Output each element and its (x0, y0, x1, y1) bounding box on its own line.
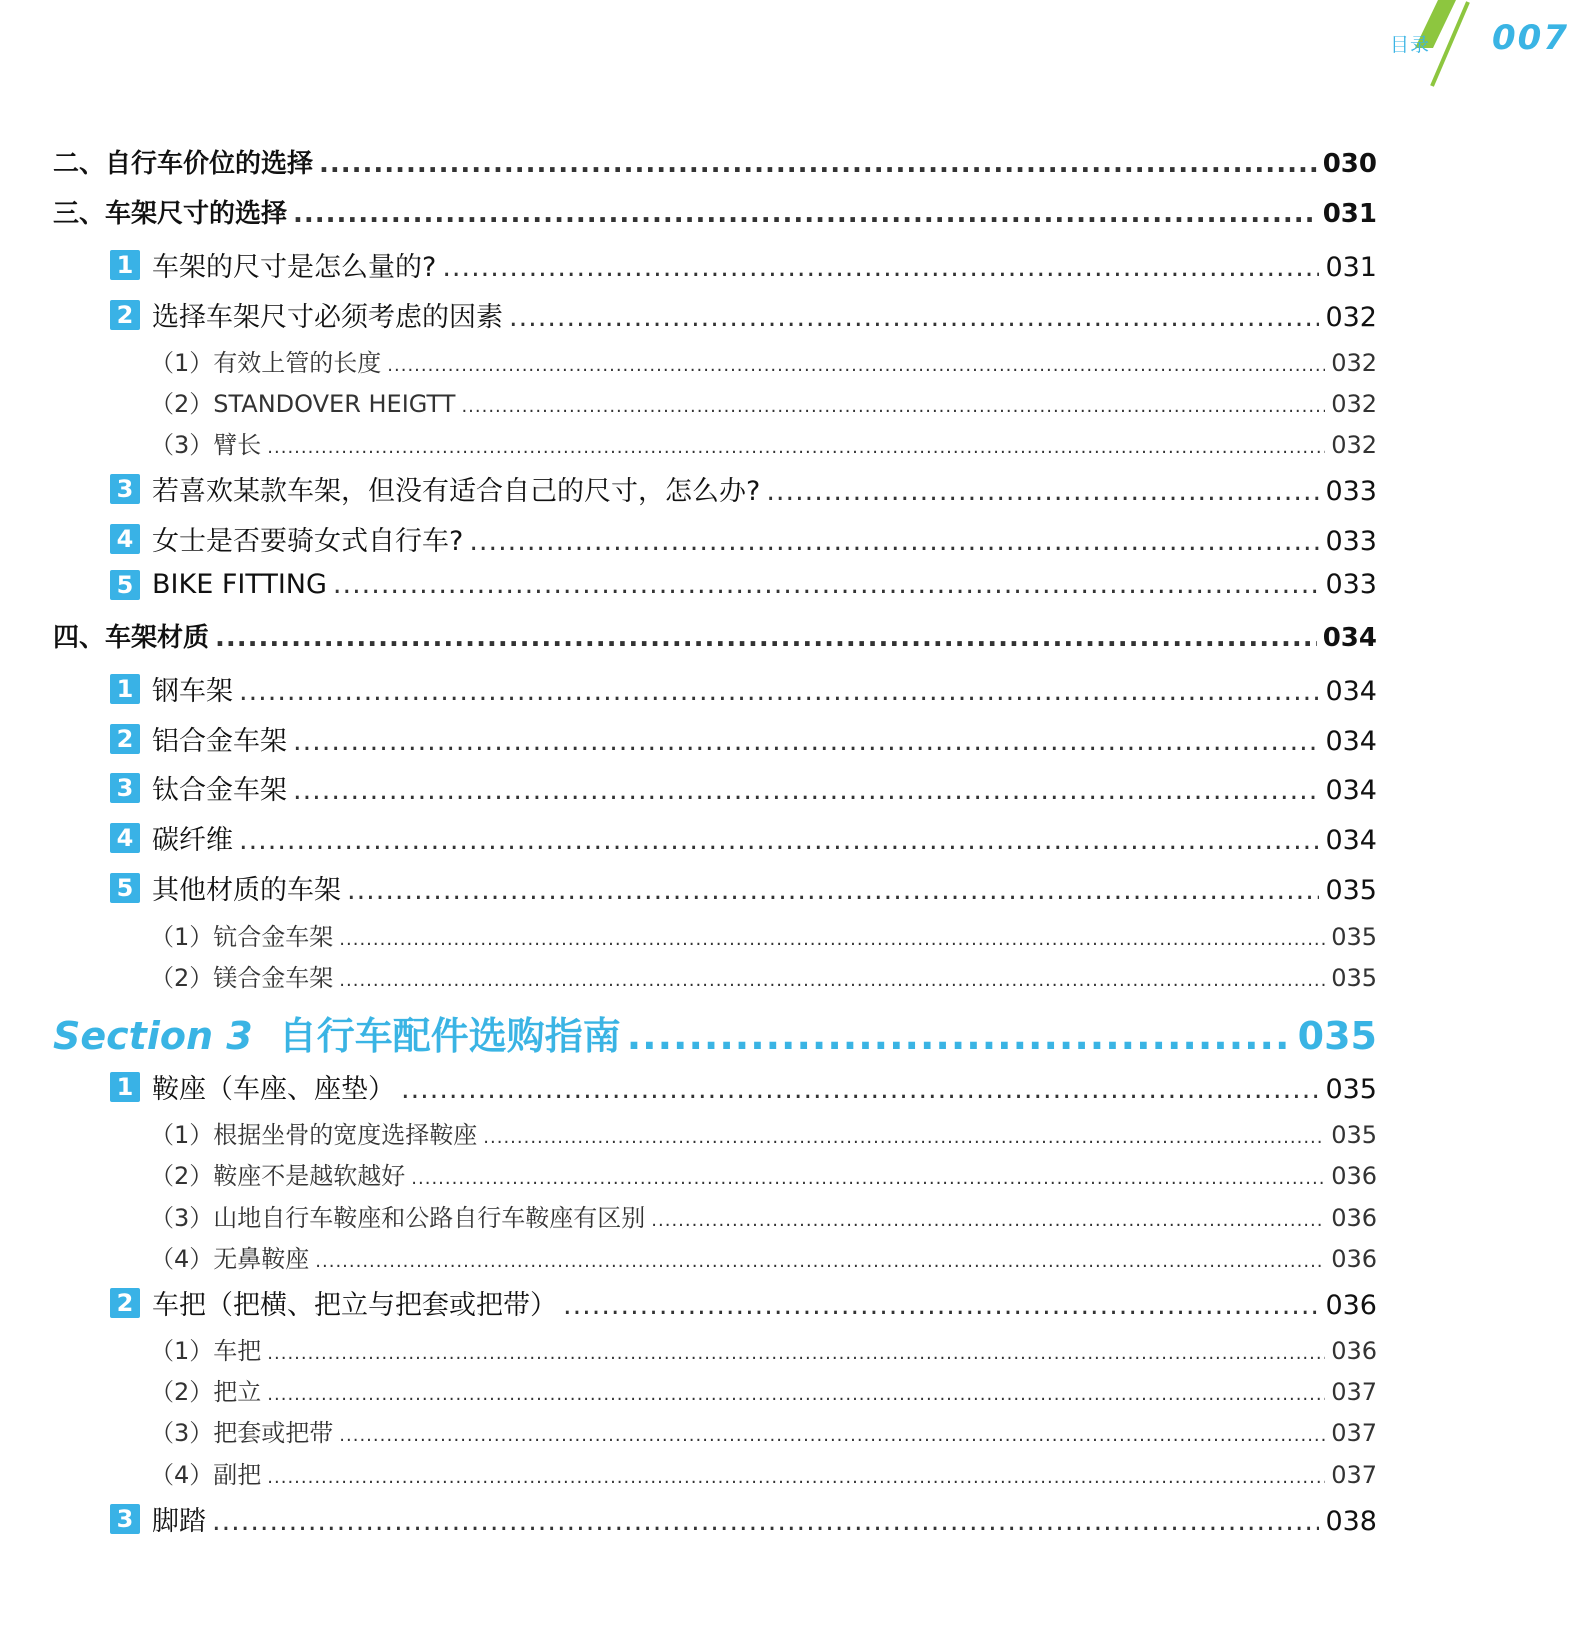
dot-leader (239, 676, 1319, 707)
toc-entry-page-number: 036 (1331, 1245, 1377, 1273)
toc-entry-level-2[interactable] (110, 519, 1377, 558)
toc-entry-title: 铝合金车架 (152, 726, 287, 757)
dot-leader (267, 1467, 1325, 1488)
dot-leader (347, 875, 1319, 906)
toc-entry-title: （2）STANDOVER HEIGTT (150, 390, 456, 418)
toc-entry-title: （4）副把 (150, 1461, 262, 1489)
toc-entry-level-3[interactable] (150, 1198, 1377, 1233)
toc-entry-page-number: 035 (1331, 1121, 1377, 1149)
number-badge: 3 (110, 1504, 140, 1534)
dot-leader (339, 929, 1325, 950)
toc-entry-title: 碳纤维 (152, 825, 233, 856)
dot-leader (215, 623, 1317, 653)
toc-entry-level-2[interactable] (110, 569, 1377, 600)
toc-entry-page-number: 037 (1331, 1461, 1377, 1489)
toc-entry-page-number: 031 (1322, 199, 1377, 229)
toc-entry-title: （1）钪合金车架 (150, 923, 334, 951)
toc-entry-level-1[interactable] (53, 617, 1377, 654)
toc-entry-page-number: 034 (1325, 775, 1377, 806)
dot-leader (627, 1014, 1292, 1058)
dot-leader (212, 1506, 1319, 1537)
toc-entry-title: 四、车架材质 (53, 623, 210, 653)
dot-leader (387, 355, 1325, 376)
number-badge: 1 (110, 1072, 140, 1102)
dot-leader (267, 437, 1325, 458)
toc-entry-page-number: 036 (1325, 1290, 1377, 1321)
toc-entry-title: （2）鞍座不是越软越好 (150, 1162, 406, 1190)
header-page-number: 007 (1492, 18, 1569, 58)
toc-entry-page-number: 030 (1322, 149, 1377, 179)
toc-entry-level-3[interactable] (150, 917, 1377, 952)
toc-entry-page-number: 035 (1297, 1014, 1377, 1058)
number-badge: 3 (110, 773, 140, 803)
dot-leader (469, 526, 1319, 557)
dot-leader (401, 1074, 1319, 1105)
toc-entry-page-number: 035 (1331, 923, 1377, 951)
dot-leader (339, 970, 1325, 991)
toc-entry-level-2[interactable] (110, 1283, 1377, 1322)
toc-section-heading[interactable] (53, 1005, 1377, 1060)
number-badge: 1 (110, 674, 140, 704)
toc-entry-title: （3）臂长 (150, 431, 262, 459)
toc-entry-page-number: 033 (1325, 526, 1377, 557)
toc-entry-page-number: 033 (1325, 476, 1377, 507)
toc-entry-page-number: 033 (1325, 569, 1377, 600)
toc-entry-page-number: 035 (1331, 964, 1377, 992)
toc-entry-level-2[interactable] (110, 469, 1377, 508)
toc-entry-title: 其他材质的车架 (152, 875, 341, 906)
number-badge: 5 (110, 873, 140, 903)
dot-leader (315, 1251, 1325, 1272)
toc-entry-page-number: 036 (1331, 1162, 1377, 1190)
dot-leader (442, 252, 1319, 283)
dot-leader (293, 775, 1319, 806)
dot-leader (333, 569, 1320, 600)
toc-entry-title: （1）根据坐骨的宽度选择鞍座 (150, 1121, 478, 1149)
toc-entry-title: 钛合金车架 (152, 775, 287, 806)
toc-entry-title: 车架的尺寸是怎么量的? (152, 252, 437, 283)
dot-leader (293, 199, 1317, 229)
toc-entry-page-number: 037 (1331, 1419, 1377, 1447)
toc-entry-title: （4）无鼻鞍座 (150, 1245, 310, 1273)
dot-leader (319, 149, 1317, 179)
toc-entry-page-number: 036 (1331, 1337, 1377, 1365)
toc-entry-level-2[interactable] (110, 818, 1377, 857)
toc-entry-level-3[interactable] (150, 1115, 1377, 1150)
toc-entry-title: 鞍座（车座、座垫） (152, 1074, 395, 1105)
toc-entry-level-1[interactable] (53, 143, 1377, 180)
toc-entry-title: 自行车配件选购指南 (278, 1014, 621, 1058)
toc-entry-level-2[interactable] (110, 295, 1377, 334)
dot-leader (766, 476, 1319, 507)
toc-entry-title: （2）把立 (150, 1378, 262, 1406)
dot-leader (509, 302, 1319, 333)
toc-entry-page-number: 032 (1331, 349, 1377, 377)
toc-entry-page-number: 037 (1331, 1378, 1377, 1406)
toc-entry-page-number: 032 (1331, 431, 1377, 459)
toc-entry-level-2[interactable] (110, 1499, 1377, 1538)
dot-leader (267, 1384, 1325, 1405)
dot-leader (239, 825, 1319, 856)
dot-leader (651, 1210, 1325, 1231)
toc-entry-title: （2）镁合金车架 (150, 964, 334, 992)
dot-leader (293, 726, 1319, 757)
toc-entry-page-number: 035 (1325, 875, 1377, 906)
dot-leader (461, 396, 1325, 417)
toc-entry-page-number: 031 (1325, 252, 1377, 283)
toc-entry-page-number: 034 (1325, 726, 1377, 757)
number-badge: 2 (110, 724, 140, 754)
toc-entry-page-number: 036 (1331, 1204, 1377, 1232)
toc-entry-level-1[interactable] (53, 193, 1377, 230)
toc-entry-level-2[interactable] (110, 1067, 1377, 1106)
section-label: Section 3 (53, 1014, 253, 1058)
toc-entry-title: 选择车架尺寸必须考虑的因素 (152, 302, 503, 333)
number-badge: 4 (110, 823, 140, 853)
toc-entry-title: 脚踏 (152, 1506, 206, 1537)
toc-entry-level-3[interactable] (150, 1372, 1377, 1407)
toc-entry-page-number: 032 (1325, 302, 1377, 333)
dot-leader (483, 1127, 1325, 1148)
header-contents-label: 目录 (1390, 34, 1431, 56)
toc-entry-level-3[interactable] (150, 958, 1377, 993)
number-badge: 1 (110, 250, 140, 280)
toc-entry-title: 车把（把横、把立与把套或把带） (152, 1290, 557, 1321)
toc-entry-page-number: 035 (1325, 1074, 1377, 1105)
toc-entry-level-3[interactable] (150, 1156, 1377, 1191)
toc-entry-level-2[interactable] (110, 768, 1377, 807)
number-badge: 5 (110, 570, 140, 600)
toc-entry-level-3[interactable] (150, 343, 1377, 378)
number-badge: 2 (110, 300, 140, 330)
dot-leader (267, 1343, 1325, 1364)
toc-entry-title: 三、车架尺寸的选择 (53, 199, 288, 229)
dot-leader (563, 1290, 1319, 1321)
toc-entry-level-3[interactable] (150, 384, 1377, 419)
toc-entry-level-2[interactable] (110, 719, 1377, 758)
number-badge: 4 (110, 524, 140, 554)
toc-entry-title: 钢车架 (152, 676, 233, 707)
toc-entry-title: （1）有效上管的长度 (150, 349, 382, 377)
toc-entry-title: （3）山地自行车鞍座和公路自行车鞍座有区别 (150, 1204, 646, 1232)
page-header (1310, 0, 1570, 100)
toc-entry-title: 女士是否要骑女式自行车? (152, 526, 464, 557)
toc-entry-level-3[interactable] (150, 1413, 1377, 1448)
toc-entry-level-2[interactable] (110, 868, 1377, 907)
toc-entry-title: （1）车把 (150, 1337, 262, 1365)
number-badge: 2 (110, 1288, 140, 1318)
toc-entry-level-3[interactable] (150, 1455, 1377, 1490)
toc-entry-level-3[interactable] (150, 1331, 1377, 1366)
toc-entry-title: BIKE FITTING (152, 569, 327, 600)
toc-entry-level-3[interactable] (150, 1239, 1377, 1274)
toc-entry-page-number: 034 (1322, 623, 1377, 653)
toc-entry-page-number: 038 (1325, 1506, 1377, 1537)
dot-leader (411, 1168, 1325, 1189)
toc-entry-level-2[interactable] (110, 669, 1377, 708)
number-badge: 3 (110, 474, 140, 504)
toc-entry-page-number: 032 (1331, 390, 1377, 418)
toc-entry-level-3[interactable] (150, 425, 1377, 460)
toc-entry-level-2[interactable] (110, 245, 1377, 284)
toc-entry-page-number: 034 (1325, 676, 1377, 707)
toc-entry-title: （3）把套或把带 (150, 1419, 334, 1447)
toc-entry-title: 若喜欢某款车架，但没有适合自己的尺寸，怎么办? (152, 476, 761, 507)
toc-entry-page-number: 034 (1325, 825, 1377, 856)
toc-entry-title: 二、自行车价位的选择 (53, 149, 314, 179)
dot-leader (339, 1425, 1325, 1446)
